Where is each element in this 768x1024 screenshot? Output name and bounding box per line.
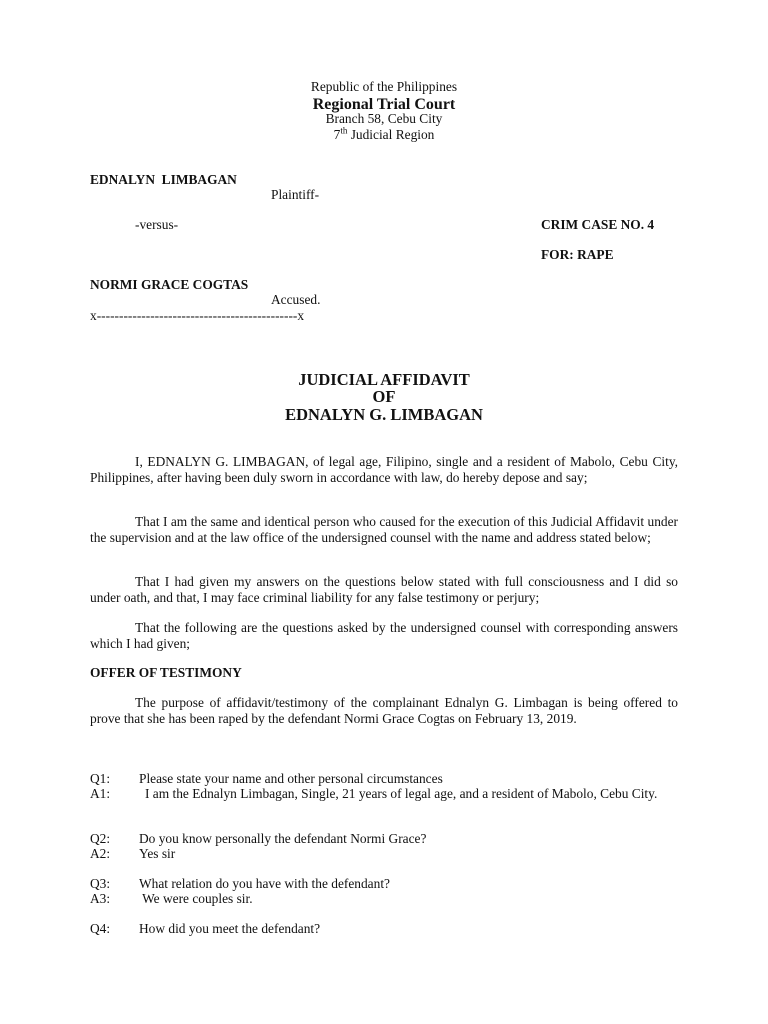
accused-label: Accused.: [271, 292, 321, 307]
case-charge: FOR: RAPE: [541, 247, 614, 262]
paragraph-consciousness: That I had given my answers on the questions below stated with full consciousness and I did so under oath, and that, I may face criminal liability for any false testimony or perjury;: [90, 574, 678, 605]
paragraph-identity: That I am the same and identical person who caused for the execution of this Judicial Affidavit under the supervision and at the law office of the undersigned counsel with the name and address stated below;: [90, 514, 678, 545]
judicial-region-line: [0, 127, 768, 142]
region-number: 7: [333, 127, 341, 142]
region-text: Judicial Region: [347, 127, 435, 142]
question-label: Q3:: [90, 876, 111, 891]
answer-label: A1:: [90, 786, 111, 801]
question-text: Do you know personally the defendant Normi Grace?: [139, 831, 427, 846]
question-text: Please state your name and other personal circumstances: [139, 771, 443, 786]
question-label: Q2:: [90, 831, 111, 846]
plaintiff-name: EDNALYN LIMBAGAN: [90, 172, 237, 187]
answer-label: A2:: [90, 846, 111, 861]
affidavit-title: JUDICIAL AFFIDAVIT: [298, 370, 470, 389]
region-suffix: th: [340, 125, 348, 136]
plaintiff-label: Plaintiff-: [271, 187, 320, 202]
versus-label: -versus-: [135, 217, 179, 232]
answer-text: Yes sir: [139, 846, 176, 861]
paragraph-questions: That the following are the questions asked by the undersigned counsel with corresponding answers which I had given;: [90, 620, 678, 651]
case-number: CRIM CASE NO. 4: [541, 217, 655, 232]
question-text: What relation do you have with the defendant?: [139, 876, 390, 891]
affidavit-title-of: OF: [372, 387, 396, 406]
question-label: Q4:: [90, 921, 111, 936]
question-label: Q1:: [90, 771, 111, 786]
republic-line: Republic of the Philippines: [310, 79, 458, 94]
answer-text: I am the Ednalyn Limbagan, Single, 21 years of legal age, and a resident of Mabolo, Cebu City.: [145, 786, 658, 801]
caption-separator: x---------------------------------------------x: [90, 308, 305, 323]
court-name: Regional Trial Court: [312, 96, 456, 113]
offer-paragraph: The purpose of affidavit/testimony of the complainant Ednalyn G. Limbagan is being offered to prove that she has been raped by the defendant Normi Grace Cogtas on February 13, 2019.: [90, 695, 678, 726]
offer-heading: OFFER OF TESTIMONY: [90, 665, 242, 680]
answer-text: We were couples sir.: [139, 891, 253, 906]
paragraph-intro: I, EDNALYN G. LIMBAGAN, of legal age, Filipino, single and a resident of Mabolo, Cebu City, Philippines, after having been duly sworn in accordance with law, do hereby depose and say;: [90, 454, 678, 485]
affiant-name-title: EDNALYN G. LIMBAGAN: [285, 405, 483, 424]
accused-name: NORMI GRACE COGTAS: [90, 277, 249, 292]
answer-label: A3:: [90, 891, 111, 906]
branch-line: Branch 58, Cebu City: [325, 111, 443, 126]
question-text: How did you meet the defendant?: [139, 921, 321, 936]
